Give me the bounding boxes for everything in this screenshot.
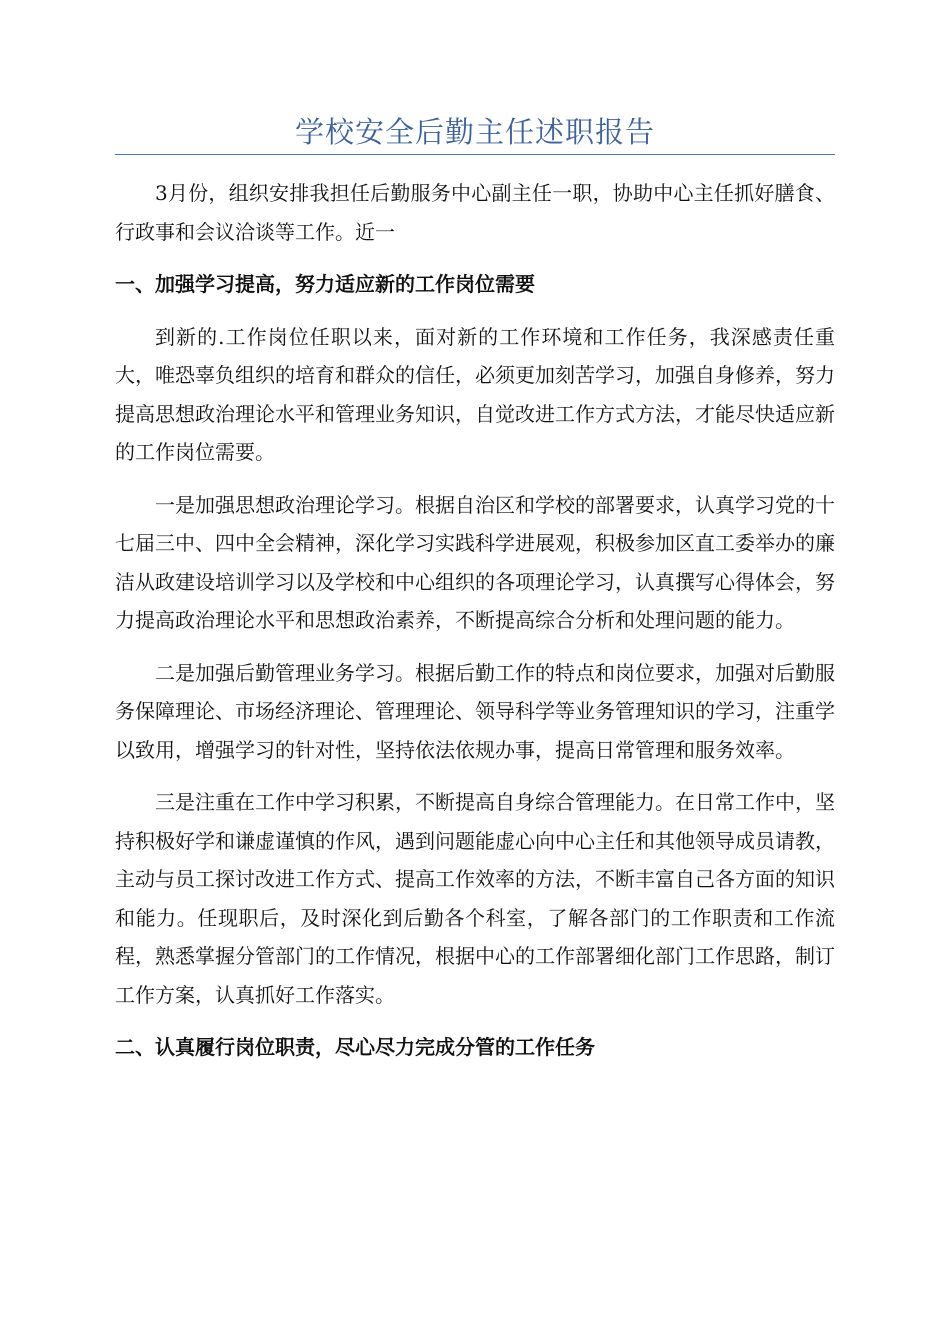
section-1-heading: 一、加强学习提高，努力适应新的工作岗位需要 bbox=[115, 272, 535, 296]
section-1-paragraph-1: 到新的.工作岗位任职以来，面对新的工作环境和工作任务，我深感责任重大，唯恐辜负组织的培育和群众的信任，必须更加刻苦学习，加强自身修养，努力提高思想政治理论水平和管理业务知识，自觉改进工作方式方法，才能尽快适应新的工作岗位需要。 bbox=[115, 324, 835, 464]
section-1-paragraph-4: 三是注重在工作中学习积累，不断提高自身综合管理能力。在日常工作中，坚持积极好学和谦虚谨慎的作风，遇到问题能虚心向中心主任和其他领导成员请教，主动与员工探讨改进工作方式、提高工作效率的方法，不断丰富自己各方面的知识和能力。任现职后，及时深化到后勤各个科室，了解各部门的工作职责和工作流程，熟悉掌握分管部门的工作情况，根据中心的工作部署细化部门工作思路，制订工作方案，认真抓好工作落实。 bbox=[115, 790, 835, 1007]
section-1-paragraph-3: 二是加强后勤管理业务学习。根据后勤工作的特点和岗位要求，加强对后勤服务保障理论、市场经济理论、管理理论、领导科学等业务管理知识的学习，注重学以致用，增强学习的针对性，坚持依法依规办事，提高日常管理和服务效率。 bbox=[115, 660, 835, 762]
document-body bbox=[115, 174, 835, 1081]
section-1-paragraph-2: 一是加强思想政治理论学习。根据自治区和学校的部署要求，认真学习党的十七届三中、四中全会精神，深化学习实践科学进展观，积极参加区直工委举办的廉洁从政建设培训学习以及学校和中心组织的各项理论学习，认真撰写心得体会，努力提高政治理论水平和思想政治素养，不断提高综合分析和处理问题的能力。 bbox=[115, 492, 835, 632]
section-2-heading: 二、认真履行岗位职责，尽心尽力完成分管的工作任务 bbox=[115, 1035, 595, 1059]
document-title: 学校安全后勤主任述职报告 bbox=[294, 115, 655, 149]
title-underline bbox=[115, 154, 835, 155]
intro-paragraph: 3月份，组织安排我担任后勤服务中心副主任一职，协助中心主任抓好膳食、行政事和会议洽谈等工作。近一 bbox=[115, 181, 835, 244]
